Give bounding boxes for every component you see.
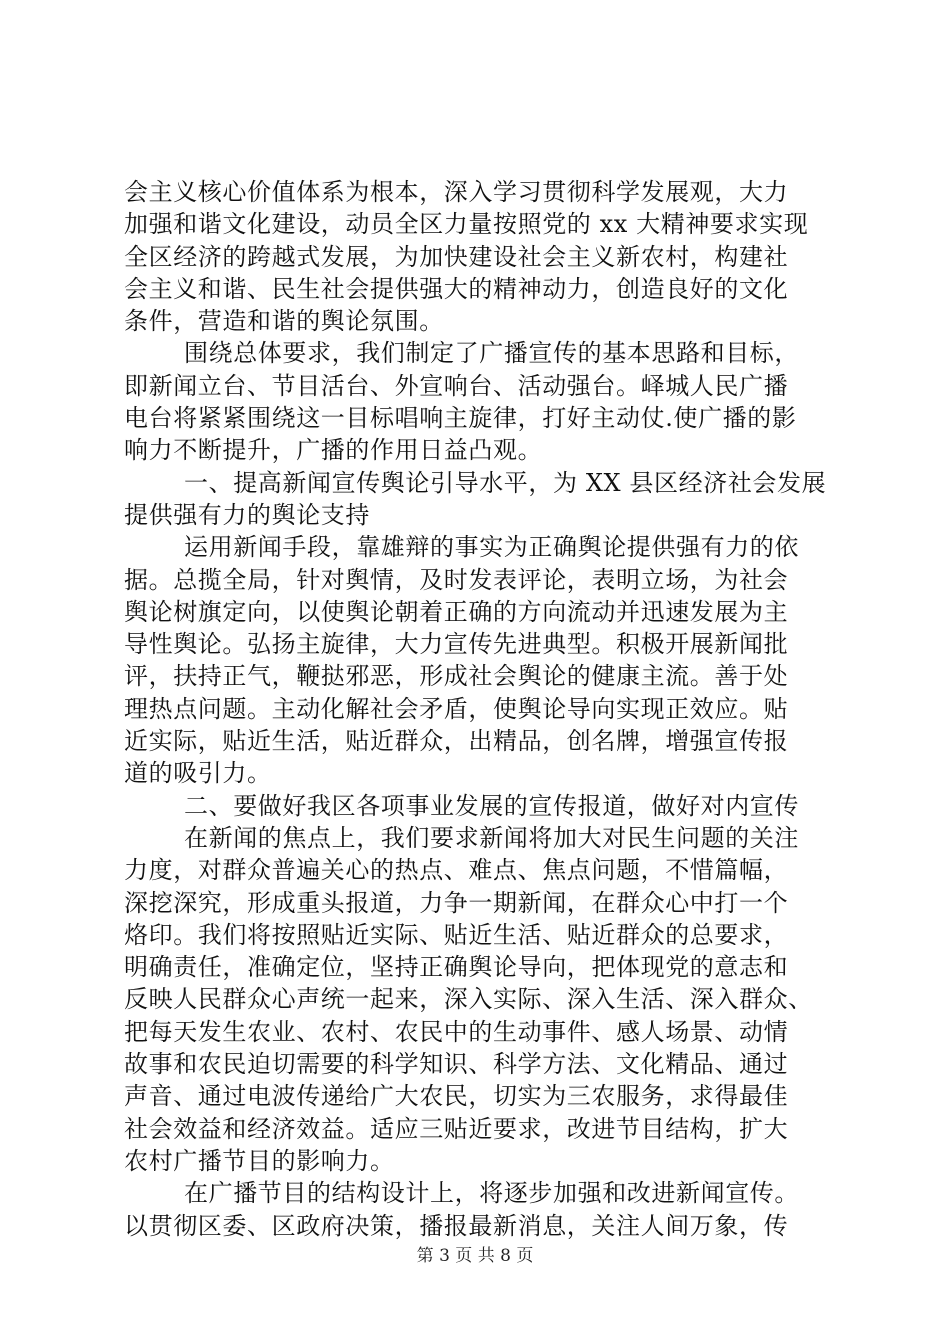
text-line: 近实际，贴近生活，贴近群众，出精品，创名牌，增强宣传报 — [124, 727, 789, 756]
text-line: 反映人民群众心声统一起来，深入实际、深入生活、深入群众、 — [124, 985, 813, 1014]
text-line: 在新闻的焦点上，我们要求新闻将加大对民生问题的关注 — [184, 823, 799, 852]
text-line: 提供强有力的舆论支持 — [124, 500, 370, 529]
text-line: 运用新闻手段，靠雄辩的事实为正确舆论提供强有力的依 — [184, 533, 799, 562]
text-line: 会主义核心价值体系为根本，深入学习贯彻科学发展观，大力 — [124, 178, 789, 206]
document-body — [124, 176, 834, 1242]
text-line: 导性舆论。弘扬主旋律，大力宣传先进典型。积极开展新闻批 — [124, 630, 789, 659]
text-line: 故事和农民迫切需要的科学知识、科学方法、文化精品、通过 — [124, 1050, 789, 1079]
text-line: 即新闻立台、节目活台、外宣响台、活动强台。峄城人民广播 — [124, 371, 789, 400]
text-line: 响力不断提升，广播的作用日益凸观。 — [124, 436, 543, 465]
text-line: 会主义和谐、民生社会提供强大的精神动力，创造良好的文化 — [124, 274, 789, 303]
text-line: 电台将紧紧围绕这一目标唱响主旋律，打好主动仗.使广播的影 — [124, 404, 797, 433]
text-line: 把每天发生农业、农村、农民中的生动事件、感人场景、动情 — [124, 1017, 789, 1046]
text-line: 以贯彻区委、区政府决策，播报最新消息，关注人间万象，传 — [124, 1211, 789, 1240]
text-line: 烙印。我们将按照贴近实际、贴近生活、贴近群众的总要求， — [124, 920, 789, 949]
text-line: 据。总揽全局，针对舆情，及时发表评论，表明立场，为社会 — [124, 565, 789, 594]
text-line: 深挖深究，形成重头报道，力争一期新闻，在群众心中打一个 — [124, 888, 789, 917]
text-line: 力度，对群众普遍关心的热点、难点、焦点问题，不惜篇幅， — [124, 856, 789, 885]
text-line: 条件，营造和谐的舆论氛围。 — [124, 307, 444, 336]
text-line: 在广播节目的结构设计上，将逐步加强和改进新闻宣传。 — [184, 1179, 799, 1208]
page-footer: 第 3 页 共 8 页 — [416, 1246, 534, 1266]
text-line: 全区经济的跨越式发展，为加快建设社会主义新农村，构建社 — [124, 242, 789, 271]
text-line: 二、要做好我区各项事业发展的宣传报道，做好对内宣传 — [184, 791, 799, 820]
text-line: 声音、通过电波传递给广大农民，切实为三农服务，求得最佳 — [124, 1082, 789, 1111]
text-line: 舆论树旗定向，以使舆论朝着正确的方向流动并迅速发展为主 — [124, 597, 789, 626]
text-line: 理热点问题。主动化解社会矛盾，使舆论导向实现正效应。贴 — [124, 694, 789, 723]
text-line: 加强和谐文化建设，动员全区力量按照党的 xx 大精神要求实现 — [124, 210, 809, 239]
text-line: 农村广播节目的影响力。 — [124, 1146, 395, 1175]
text-line: 明确责任，准确定位，坚持正确舆论导向，把体现党的意志和 — [124, 953, 789, 982]
text-line: 一、提高新闻宣传舆论引导水平，为 XX 县区经济社会发展 — [184, 468, 827, 497]
text-line: 评，扶持正气，鞭挞邪恶，形成社会舆论的健康主流。善于处 — [124, 662, 789, 691]
text-line: 围绕总体要求，我们制定了广播宣传的基本思路和目标， — [184, 339, 799, 368]
text-line: 道的吸引力。 — [124, 759, 272, 788]
text-line: 社会效益和经济效益。适应三贴近要求，改进节目结构，扩大 — [124, 1114, 789, 1143]
